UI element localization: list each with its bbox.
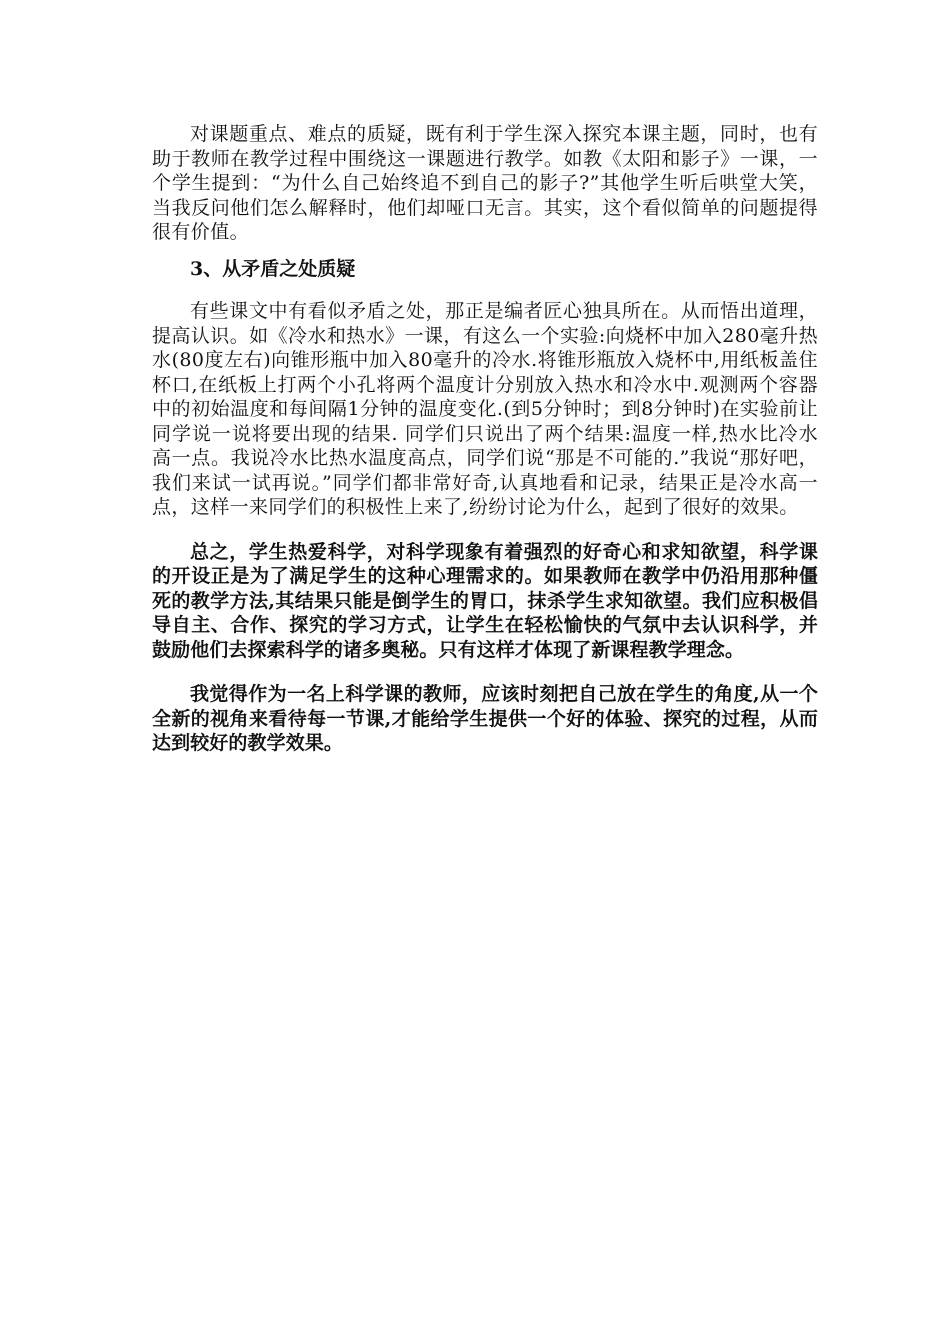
paragraph-questioning-key-points: 对课题重点、难点的质疑，既有利于学生深入探究本课主题，同时，也有助于教师在教学过程中围绕这一课题进行教学。如教《太阳和影子》一课，一个学生提到：“为什么自己始终追不到自己的影子?”其他学生听后哄堂大笑，当我反问他们怎么解释时，他们却哑口无言。其实，这个看似简单的问题提得很有价值。 [152,123,818,243]
paragraph-summary: 总之，学生热爱科学，对科学现象有着强烈的好奇心和求知欲望，科学课的开设正是为了满足学生的这种心理需求的。如果教师在教学中仍沿用那种僵死的教学方法,其结果只能是倒学生的胃口，抹杀学生求知欲望。我们应积极倡导自主、合作、探究的学习方式，让学生在轻松愉快的气氛中去认识科学，并鼓励他们去探索科学的诸多奥秘。只有这样才体现了新课程教学理念。 [152,540,818,661]
document-body [152,122,818,756]
paragraph-cold-hot-water-experiment: 有些课文中有看似矛盾之处，那正是编者匠心独具所在。从而悟出道理，提高认识。如《冷水和热水》一课，有这么一个实验:向烧杯中加入280毫升热水(80度左右)向锥形瓶中加入80毫升的冷水.将锥形瓶放入烧杯中,用纸板盖住杯口,在纸板上打两个小孔将两个温度计分别放入热水和冷水中.观测两个容器中的初始温度和每间隔1分钟的温度变化.(到5分钟时；到8分钟时)在实验前让同学说一说将要出现的结果. 同学们只说出了两个结果:温度一样,热水比冷水高一点。我说冷水比热水温度高点，同学们说“那是不可能的.”我说“那好吧，我们来试一试再说。”同学们都非常好奇,认真地看和记录，结果正是冷水高一点，这样一来同学们的积极性上来了,纷纷讨论为什么，起到了很好的效果。 [152,300,818,518]
paragraph-teacher-reflection: 我觉得作为一名上科学课的教师，应该时刻把自己放在学生的角度,从一个全新的视角来看待每一节课,才能给学生提供一个好的体验、探究的过程，从而达到较好的教学效果。 [152,683,818,754]
section-heading-contradictions: 3、从矛盾之处质疑 [190,257,356,280]
